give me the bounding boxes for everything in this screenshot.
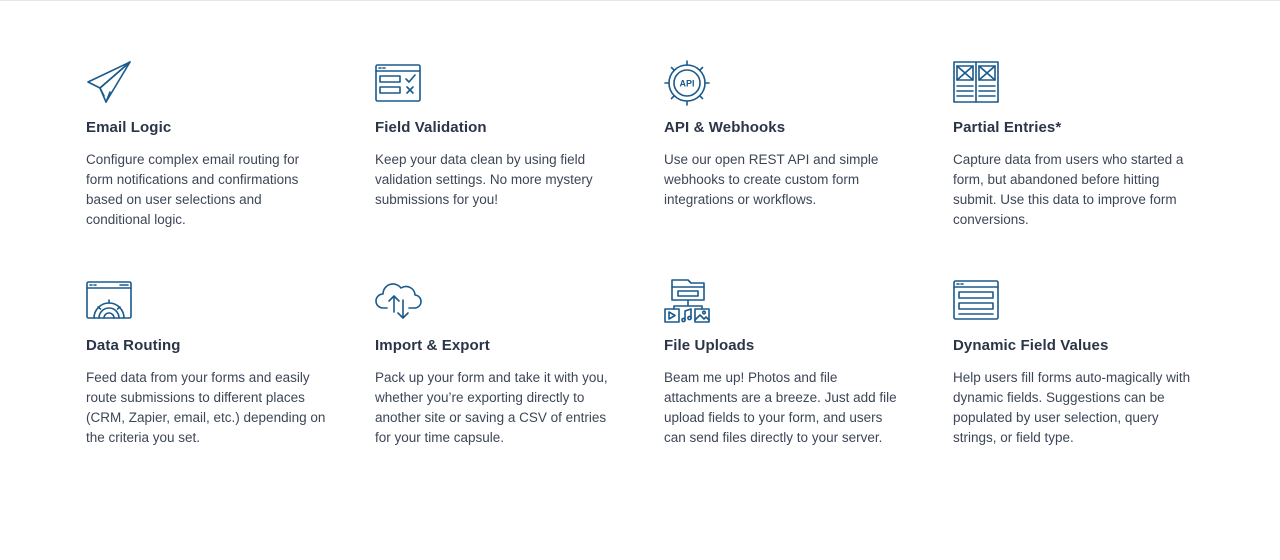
browser-gear-icon [86, 278, 132, 324]
features-row [86, 60, 1206, 230]
feature-field-validation [375, 60, 664, 230]
cloud-transfer-icon [375, 278, 421, 324]
feature-api-webhooks [664, 60, 953, 230]
paper-plane-icon [86, 60, 132, 106]
feature-file-uploads [664, 278, 953, 448]
feature-email-logic [86, 60, 375, 230]
feature-title: Email Logic [86, 119, 172, 136]
partial-entries-icon [953, 60, 999, 106]
feature-title: Partial Entries* [953, 119, 1062, 136]
feature-description: Beam me up! Photos and file attachments are a breeze. Just add file upload fields to your form, and users can send files directly to your server. [664, 370, 897, 445]
top-divider [0, 0, 1280, 1]
feature-description: Use our open REST API and simple webhooks to create custom form integrations or workflows. [664, 152, 879, 207]
features-grid [86, 60, 1206, 448]
feature-partial-entries [953, 60, 1203, 230]
file-uploads-icon [664, 278, 710, 324]
feature-title: Field Validation [375, 119, 487, 136]
feature-title: File Uploads [664, 337, 755, 354]
form-validation-icon [375, 60, 421, 106]
feature-dynamic-field-values [953, 278, 1203, 448]
feature-description: Help users fill forms auto-magically with dynamic fields. Suggestions can be populated by user selection, query strings, or field type. [953, 370, 1191, 445]
feature-title: Data Routing [86, 337, 181, 354]
feature-description: Pack up your form and take it with you, whether you’re exporting directly to another site or saving a CSV of entries for your time capsule. [375, 370, 608, 445]
feature-description: Keep your data clean by using field validation settings. No more mystery submissions for you! [375, 152, 593, 207]
api-gear-icon [664, 60, 710, 106]
feature-description: Configure complex email routing for form notifications and confirmations based on user selections and conditional logic. [86, 152, 300, 227]
feature-title: Import & Export [375, 337, 490, 354]
svg-text:API: API [679, 78, 695, 89]
feature-description: Capture data from users who started a form, but abandoned before hitting submit. Use this data to improve form conversions. [953, 152, 1184, 227]
features-row [86, 278, 1206, 448]
feature-import-export [375, 278, 664, 448]
feature-data-routing [86, 278, 375, 448]
feature-title: Dynamic Field Values [953, 337, 1109, 354]
feature-title: API & Webhooks [664, 119, 786, 136]
feature-description: Feed data from your forms and easily route submissions to different places (CRM, Zapier, email, etc.) depending on the criteria you set. [86, 370, 326, 445]
dynamic-fields-icon [953, 278, 999, 324]
